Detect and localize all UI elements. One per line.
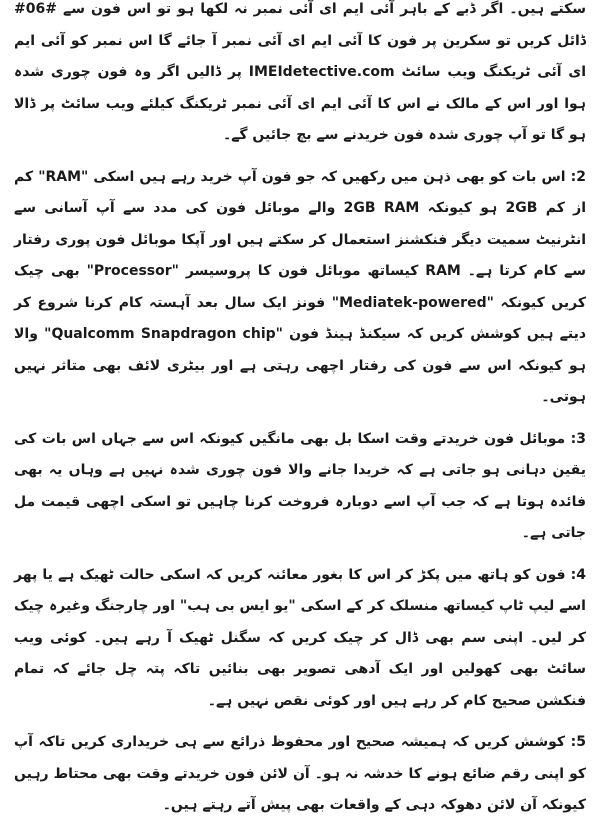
- paragraph-ram-processor: 2: اس بات کو بھی ذہن میں رکھیں کہ جو فون آپ خرید رہے ہیں اسکی "RAM" کم از کم 2GB ہو کیونکہ 2GB RAM والے موبائل فون کی مدد سے آپ آسانی سے انٹرنیٹ سمیت دیگر فنکشنز استعمال کر سکتے ہیں اور آپکا موبائل فون پوری رفتار سے کام کرتا ہے۔ RAM کیساتھ موبائل فون کا پروسیسر "Processor" بھی چیک کریں کیونکہ "Mediatek-powered" فونز ایک سال بعد آہستہ کام کرنا شروع کر دیتے ہیں کوشش کریں کہ سیکنڈ ہینڈ فون "Qualcomm Snapdragon chip" والا ہو کیونکہ اس سے فون کی رفتار اچھی رہتی ہے اور بیٹری لائف بھی متاثر نہیں ہوتی۔: [14, 168, 587, 405]
- article-body: [14, 0, 586, 832]
- paragraph-trusted-source: 5: کوشش کریں کہ ہمیشہ صحیح اور محفوظ ذرائع سے ہی خریداری کریں تاکہ آپ کو اپنی رقم ضائع ہونے کا خدشہ نہ ہو۔ آن لائن فون خریدتے وقت بھی محتاط رہیں کیونکہ آن لائن دھوکہ دہی کے واقعات بھی پیش آتے رہتے ہیں۔: [14, 734, 586, 813]
- paragraph-receipt: 3: موبائل فون خریدتے وقت اسکا بل بھی مانگیں کیونکہ اس سے جہاں اس بات کی یقین دہانی ہو جاتی ہے کہ خریدا جانے والا فون چوری شدہ نہیں ہے وہاں یہ بھی فائدہ ہوتا ہے کہ جب آپ اسے دوبارہ فروخت کرنا چاہیں تو اسکی اچھی قیمت مل جاتی ہے۔: [14, 430, 586, 541]
- paragraph-imei-check: سکتے ہیں۔ اگر ڈبے کے باہر آئی ایم ای آئی نمبر نہ لکھا ہو تو اس فون سے #06# ڈائل کریں تو سکرین پر فون کا آئی ایم ای آئی نمبر آ جائے گا اس نمبر کو آئی ایم ای آئی ٹریکنگ ویب سائٹ IMEIdetective.com پر ڈالیں اگر وہ فون چوری شدہ ہوا اور اس کے مالک نے اس کا آئی ایم ای آئی نمبر ٹریکنگ کیلئے ویب سائٹ پر ڈالا ہو گا تو آپ چوری شدہ فون خریدنے سے بچ جائیں گے۔: [14, 1, 587, 143]
- paragraph-physical-inspection: 4: فون کو ہاتھ میں پکڑ کر اس کا بغور معائنہ کریں کہ اسکی حالت ٹھیک ہے یا پھر اسے لیپ ٹاپ کیساتھ منسلک کر کے اسکی "یو ایس بی ہب" اور چارجنگ وغیرہ چیک کر لیں۔ اپنی سم بھی ڈال کر چیک کریں کہ سگنل ٹھیک آ رہے ہیں۔ کوئی ویب سائٹ بھی کھولیں اور ایک آدھی تصویر بھی بنائیں تاکہ پتہ چل جائے کہ تمام فنکشن صحیح کام کر رہے ہیں اور کوئی نقص نہیں ہے۔: [14, 566, 586, 709]
